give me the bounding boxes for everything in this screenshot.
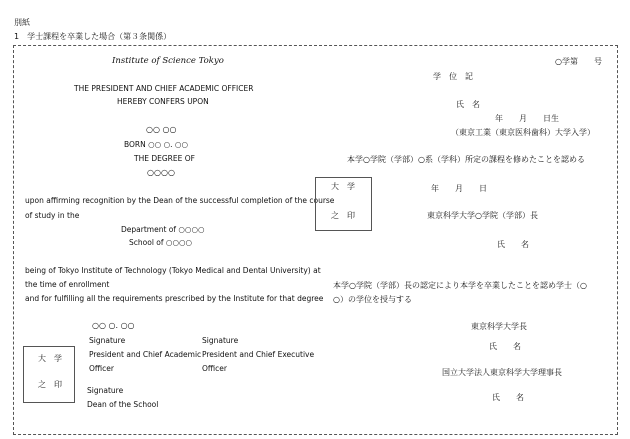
conferral-line-2: ○）の学位を授与する — [333, 295, 412, 304]
recognition-line-2: of study in the — [25, 211, 80, 220]
president-title: 東京科学大学長 — [471, 322, 527, 331]
issue-date: ○○ ○. ○○ — [92, 321, 135, 330]
signature-2-title-line-2: Officer — [202, 364, 227, 373]
department-line: Department of ○○○○ — [121, 225, 205, 234]
seal-2-top-text: 大 学 — [331, 182, 355, 191]
birth-date: BORN ○○ ○. ○○ — [124, 140, 188, 149]
attachment-label: 別紙 — [14, 18, 30, 27]
chairman-name: 氏 名 — [492, 393, 524, 402]
degree-name: ○○○○ — [147, 168, 175, 177]
signature-1-title-line-2: Officer — [89, 364, 114, 373]
signature-1-label: Signature — [89, 336, 126, 345]
diploma-title: 学 位 記 — [433, 72, 473, 81]
seal-1-bottom-text: 之 印 — [38, 380, 62, 389]
chairman-title: 国立大学法人東京科学大学理事長 — [442, 368, 562, 377]
seal-1-top-text: 大 学 — [38, 354, 62, 363]
confers-line: HEREBY CONFERS UPON — [117, 97, 209, 106]
graduate-name: ○○ ○○ — [146, 125, 177, 134]
institute-name: Institute of Science Tokyo — [112, 56, 224, 66]
recipient-name-label: 氏 名 — [456, 100, 480, 109]
recognition-line-1: upon affirming recognition by the Dean of the successful completion of the course — [25, 196, 335, 205]
completion-statement: 本学○学院（学部）○系（学科）所定の課程を修めたことを認める — [347, 155, 585, 164]
requirements-line: and for fulfilling all the requirements prescribed by the Institute for that degree — [25, 294, 324, 303]
president-name: 氏 名 — [489, 342, 521, 351]
school-line: School of ○○○○ — [129, 238, 193, 247]
conferrer-line: THE PRESIDENT AND CHIEF ACADEMIC OFFICER — [74, 84, 254, 93]
entry-note: （東京工業（東京医科歯科）大学入学） — [451, 128, 595, 137]
signature-1-title-line-1: President and Chief Academic — [89, 350, 202, 359]
signature-3-title: Dean of the School — [87, 400, 159, 409]
signature-3-label: Signature — [87, 386, 124, 395]
section-title: 1 学士課程を卒業した場合（第３条関係） — [14, 32, 172, 41]
enrollment-line-1: being of Tokyo Institute of Technology (Tokyo Medical and Dental University) at — [25, 266, 321, 275]
certificate-number: ○学第 号 — [555, 57, 602, 66]
enrollment-line-2: the time of enrollment — [25, 280, 110, 289]
birth-date-jp: 年 月 日生 — [495, 114, 559, 123]
seal-2-bottom-text: 之 印 — [331, 211, 355, 220]
conferral-line-1: 本学○学院（学部）長の認定により本学を卒業したことを認め学士（○ — [333, 281, 587, 290]
signature-2-label: Signature — [202, 336, 239, 345]
dean-name: 氏 名 — [497, 240, 529, 249]
dean-title: 東京科学大学○学院（学部）長 — [427, 211, 538, 220]
signature-2-title-line-1: President and Chief Executive — [202, 350, 315, 359]
degree-label: THE DEGREE OF — [134, 154, 195, 163]
date-jp: 年 月 日 — [431, 184, 487, 193]
